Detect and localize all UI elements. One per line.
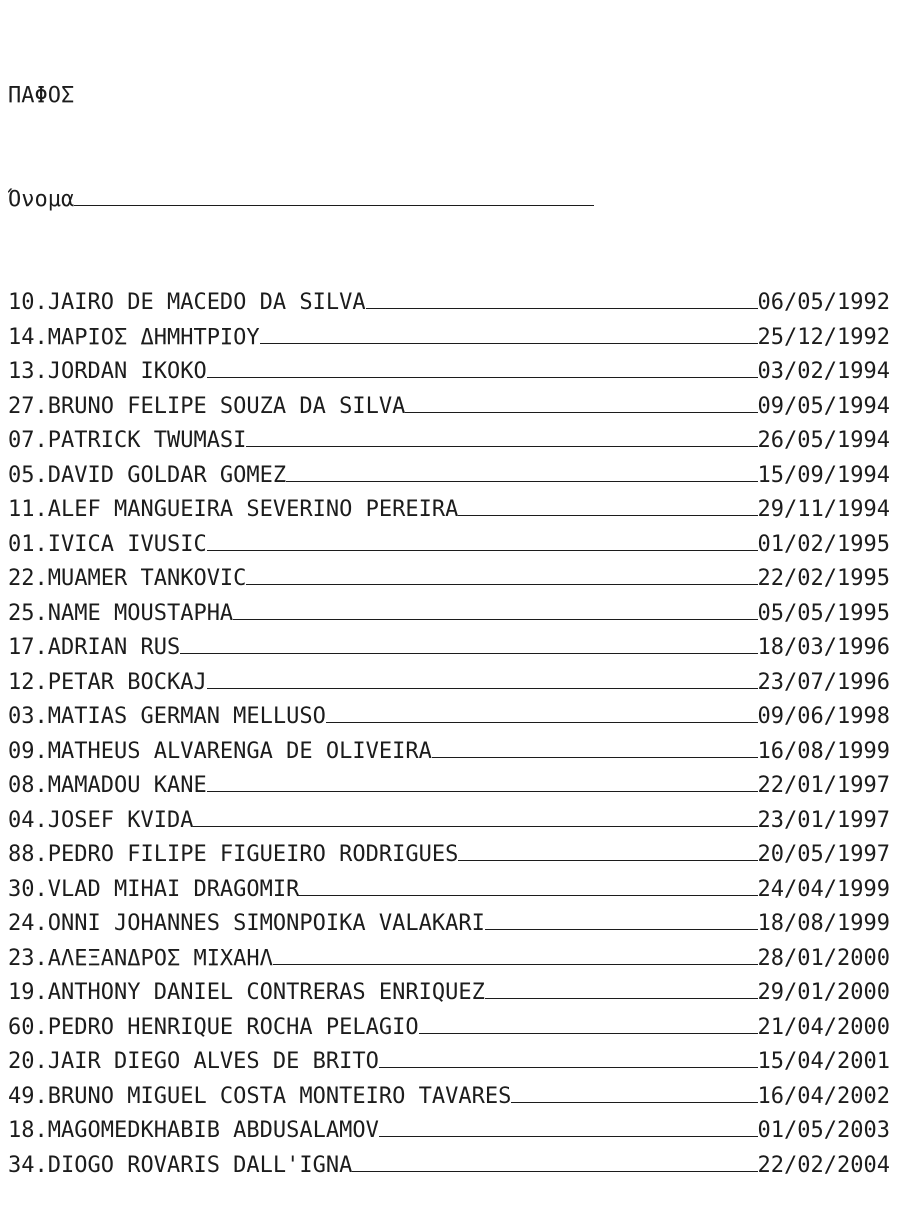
player-name: ALEF MANGUEIRA SEVERINO PEREIRA	[47, 497, 459, 522]
player-row	[8, 873, 892, 908]
player-name: BRUNO MIGUEL COSTA MONTEIRO TAVARES	[47, 1083, 512, 1109]
player-number: 34	[8, 1152, 35, 1178]
player-dob: 25/12/1992	[757, 324, 890, 350]
player-number: 27	[8, 393, 35, 419]
player-dob: 24/04/1999	[757, 876, 890, 902]
roster-document	[8, 10, 892, 1218]
player-number: 07	[8, 428, 35, 453]
player-dob: 26/05/1994	[757, 428, 890, 453]
player-number: 14	[8, 324, 35, 350]
player-number: 18	[8, 1118, 35, 1143]
player-number: 88	[8, 842, 35, 867]
player-number: 01	[8, 531, 35, 557]
player-row	[8, 976, 892, 1011]
number-separator: .	[34, 980, 48, 1005]
player-row	[8, 1011, 892, 1046]
player-row	[8, 424, 892, 459]
player-dob: 29/01/2000	[757, 980, 890, 1005]
player-row	[8, 666, 892, 701]
player-name: ADRIAN RUS	[47, 635, 181, 660]
fill-line	[207, 528, 758, 551]
player-dob: 18/08/1999	[757, 911, 890, 936]
fill-line	[260, 321, 758, 344]
player-number: 30	[8, 876, 35, 902]
player-row	[8, 907, 892, 942]
player-row	[8, 1045, 892, 1080]
number-separator: .	[34, 842, 48, 867]
player-name: DIOGO ROVARIS DALL'IGNA	[47, 1152, 353, 1178]
player-number: 12	[8, 669, 35, 695]
number-separator: .	[34, 531, 48, 557]
player-row	[8, 1114, 892, 1149]
player-number: 13	[8, 359, 35, 384]
number-separator: .	[34, 290, 48, 315]
player-number: 17	[8, 635, 35, 660]
player-dob: 20/05/1997	[757, 842, 890, 867]
player-dob: 01/05/2003	[757, 1118, 890, 1143]
number-separator: .	[34, 393, 48, 419]
player-name: PETAR BOCKAJ	[47, 669, 207, 695]
player-dob: 09/05/1994	[757, 393, 890, 419]
number-separator: .	[34, 566, 48, 591]
fill-line	[458, 838, 757, 861]
player-dob: 16/08/1999	[757, 738, 890, 764]
number-separator: .	[34, 428, 48, 453]
player-number: 20	[8, 1049, 35, 1074]
fill-line	[246, 562, 757, 585]
player-name: ONNI JOHANNES SIMONPOIKA VALAKARI	[47, 911, 485, 936]
player-name: ANTHONY DANIEL CONTRERAS ENRIQUEZ	[47, 980, 485, 1005]
number-separator: .	[34, 1014, 48, 1040]
player-list	[8, 286, 892, 1183]
player-row	[8, 838, 892, 873]
player-row	[8, 321, 892, 356]
player-row	[8, 700, 892, 735]
player-dob: 15/09/1994	[757, 462, 890, 488]
fill-line	[511, 1080, 757, 1103]
player-number: 05	[8, 462, 35, 488]
player-row	[8, 769, 892, 804]
player-row	[8, 286, 892, 321]
player-number: 03	[8, 704, 35, 729]
fill-line	[233, 597, 757, 620]
player-row	[8, 528, 892, 563]
name-label-row	[8, 183, 892, 218]
player-number: 23	[8, 945, 35, 971]
player-dob: 01/02/1995	[757, 531, 890, 557]
player-name: ΜΑΡΙΟΣ ΔΗΜΗΤΡΙΟΥ	[47, 324, 260, 350]
name-blank-line	[74, 183, 594, 206]
player-row	[8, 597, 892, 632]
number-separator: .	[34, 497, 48, 522]
player-dob: 22/02/1995	[757, 566, 890, 591]
fill-line	[207, 666, 758, 689]
player-number: 24	[8, 911, 35, 936]
player-number: 25	[8, 600, 35, 626]
player-dob: 05/05/1995	[757, 600, 890, 626]
player-dob: 22/02/2004	[757, 1152, 890, 1178]
fill-line	[326, 700, 758, 723]
fill-line	[379, 1045, 758, 1068]
player-row	[8, 493, 892, 528]
player-name: IVICA IVUSIC	[47, 531, 207, 557]
fill-line	[485, 907, 758, 930]
player-dob: 09/06/1998	[757, 704, 890, 729]
player-name: PATRICK TWUMASI	[47, 428, 247, 453]
player-row	[8, 735, 892, 770]
player-row	[8, 355, 892, 390]
player-name: MUAMER TANKOVIC	[47, 566, 247, 591]
club-title-row	[8, 79, 892, 114]
player-dob: 29/11/1994	[757, 497, 890, 522]
number-separator: .	[34, 669, 48, 695]
fill-line	[366, 286, 758, 309]
player-dob: 18/03/1996	[757, 635, 890, 660]
number-separator: .	[34, 738, 48, 764]
club-title: ΠΑΦΟΣ	[8, 83, 75, 108]
player-name: BRUNO FELIPE SOUZA DA SILVA	[47, 393, 406, 419]
player-row	[8, 1080, 892, 1115]
number-separator: .	[34, 1083, 48, 1109]
player-dob: 16/04/2002	[757, 1083, 890, 1109]
player-dob: 23/07/1996	[757, 669, 890, 695]
fill-line	[458, 493, 757, 516]
fill-line	[207, 355, 758, 378]
player-name: MAMADOU KANE	[47, 773, 207, 798]
player-row	[8, 390, 892, 425]
number-separator: .	[34, 1152, 48, 1178]
fill-line	[286, 459, 757, 482]
number-separator: .	[34, 911, 48, 936]
player-name: DAVID GOLDAR GOMEZ	[47, 462, 287, 488]
player-dob: 28/01/2000	[757, 945, 890, 971]
player-name: MATIAS GERMAN MELLUSO	[47, 704, 326, 729]
player-dob: 15/04/2001	[757, 1049, 890, 1074]
fill-line	[299, 873, 757, 896]
fill-line	[419, 1011, 758, 1034]
fill-line	[193, 804, 757, 827]
fill-line	[180, 631, 757, 654]
fill-line	[273, 942, 758, 965]
player-number: 19	[8, 980, 35, 1005]
player-row	[8, 942, 892, 977]
player-name: JORDAN IKOKO	[47, 359, 207, 384]
player-name: NAME MOUSTAPHA	[47, 600, 234, 626]
player-dob: 23/01/1997	[757, 807, 890, 833]
player-row	[8, 562, 892, 597]
fill-line	[485, 976, 758, 999]
player-number: 08	[8, 773, 35, 798]
player-name: JAIR DIEGO ALVES DE BRITO	[47, 1049, 379, 1074]
number-separator: .	[34, 635, 48, 660]
player-row	[8, 804, 892, 839]
number-separator: .	[34, 807, 48, 833]
fill-line	[207, 769, 758, 792]
player-dob: 21/04/2000	[757, 1014, 890, 1040]
number-separator: .	[34, 773, 48, 798]
number-separator: .	[34, 1049, 48, 1074]
player-number: 10	[8, 290, 35, 315]
player-number: 09	[8, 738, 35, 764]
number-separator: .	[34, 1118, 48, 1143]
fill-line	[246, 424, 757, 447]
player-name: PEDRO HENRIQUE ROCHA PELAGIO	[47, 1014, 419, 1040]
player-name: JOSEF KVIDA	[47, 807, 194, 833]
player-number: 60	[8, 1014, 35, 1040]
player-row	[8, 631, 892, 666]
player-dob: 06/05/1992	[757, 290, 890, 315]
player-dob: 03/02/1994	[757, 359, 890, 384]
player-name: ΑΛΕΞΑΝΔΡΟΣ ΜΙΧΑΗΛ	[47, 945, 273, 971]
number-separator: .	[34, 945, 48, 971]
player-dob: 22/01/1997	[757, 773, 890, 798]
player-name: PEDRO FILIPE FIGUEIRO RODRIGUES	[47, 842, 459, 867]
player-number: 04	[8, 807, 35, 833]
number-separator: .	[34, 324, 48, 350]
number-separator: .	[34, 359, 48, 384]
fill-line	[432, 735, 758, 758]
number-separator: .	[34, 600, 48, 626]
player-number: 11	[8, 497, 35, 522]
fill-line	[379, 1114, 758, 1137]
player-number: 22	[8, 566, 35, 591]
number-separator: .	[34, 462, 48, 488]
player-row	[8, 459, 892, 494]
player-name: MAGOMEDKHABIB ABDUSALAMOV	[47, 1118, 379, 1143]
fill-line	[352, 1149, 757, 1172]
number-separator: .	[34, 704, 48, 729]
fill-line	[405, 390, 757, 413]
player-name: MATHEUS ALVARENGA DE OLIVEIRA	[47, 738, 432, 764]
player-row	[8, 1149, 892, 1184]
number-separator: .	[34, 876, 48, 902]
player-name: JAIRO DE MACEDO DA SILVA	[47, 290, 366, 315]
player-name: VLAD MIHAI DRAGOMIR	[47, 876, 300, 902]
player-number: 49	[8, 1083, 35, 1109]
name-label: Όνομα	[8, 186, 75, 212]
